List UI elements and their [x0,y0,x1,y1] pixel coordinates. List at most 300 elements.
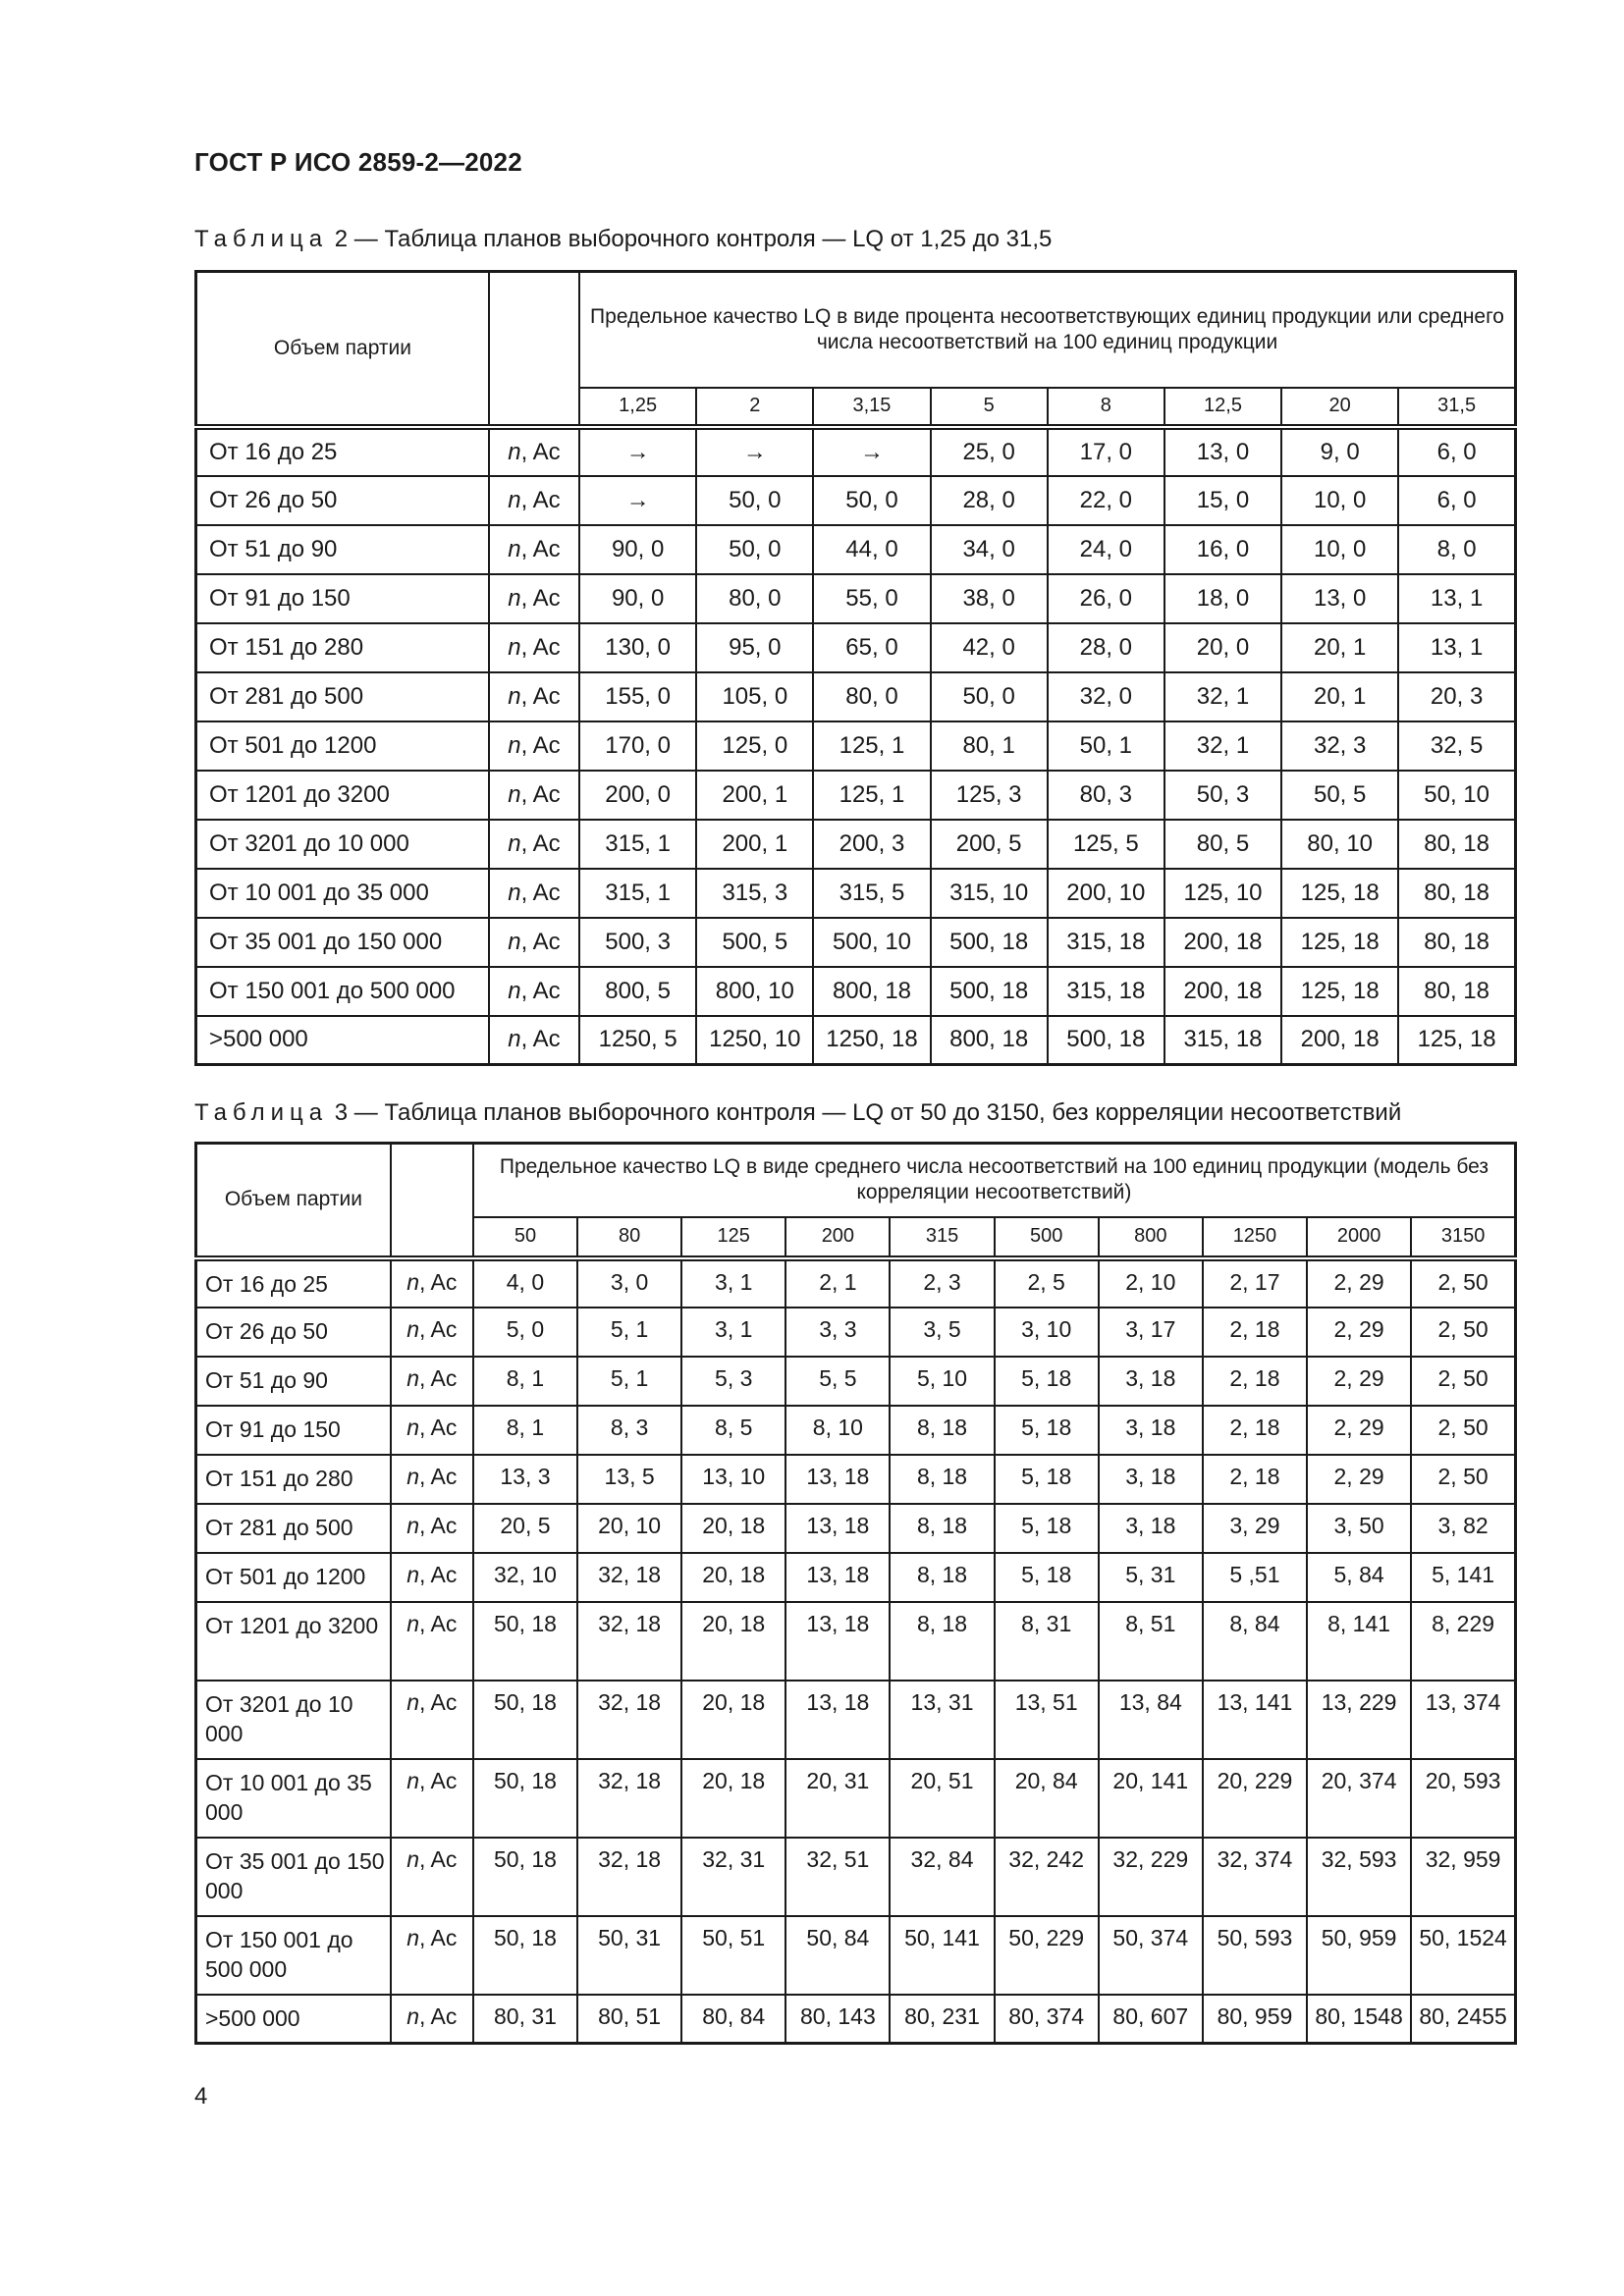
value-cell: 1250, 10 [696,1016,813,1065]
param-cell [489,476,579,525]
value-cell: 50, 374 [1099,1916,1203,1995]
param-n: n [508,1026,521,1053]
lot-size-cell: От 3201 до 10 000 [196,1681,391,1759]
value-cell: 3, 18 [1099,1406,1203,1455]
value-cell: 2, 10 [1099,1258,1203,1308]
lq-column-header: 3150 [1411,1217,1515,1258]
table-row [196,525,1516,574]
value-cell: 8, 0 [1398,525,1515,574]
value-cell: 50, 18 [473,1602,577,1681]
lq-column-header: 800 [1099,1217,1203,1258]
table-row [196,1455,1516,1504]
value-cell: 16, 0 [1164,525,1281,574]
value-cell: 8, 5 [681,1406,785,1455]
value-cell: 6, 0 [1398,427,1515,476]
lot-size-cell: От 151 до 280 [196,1455,391,1504]
value-cell: 500, 18 [1048,1016,1164,1065]
param-ac: , Ac [419,1364,458,1391]
table-row [196,672,1516,721]
value-cell: 20, 18 [681,1681,785,1759]
param-n: n [508,438,521,465]
value-cell: 13, 1 [1398,623,1515,672]
value-cell: 500, 18 [931,967,1048,1016]
value-cell: 13, 10 [681,1455,785,1504]
value-cell: 32, 229 [1099,1838,1203,1916]
value-cell: 13, 18 [785,1602,890,1681]
value-cell: 3, 18 [1099,1455,1203,1504]
value-cell: 20, 229 [1203,1759,1307,1838]
value-cell: 13, 1 [1398,574,1515,623]
value-cell: 32, 242 [995,1838,1099,1916]
param-n: n [508,879,521,906]
table-row [196,1916,1516,1995]
value-cell: 80, 51 [577,1995,681,2044]
value-cell: 24, 0 [1048,525,1164,574]
value-cell: 50, 18 [473,1916,577,1995]
value-cell: 500, 18 [931,918,1048,967]
lot-size-cell: От 26 до 50 [196,1308,391,1357]
value-cell: 80, 18 [1398,918,1515,967]
value-cell: 8, 10 [785,1406,890,1455]
caption-text: 2 — Таблица планов выборочного контроля — LQ от 1,25 до 31,5 [328,226,1053,252]
lq-column-header: 31,5 [1398,388,1515,427]
value-cell: 2, 1 [785,1258,890,1308]
value-cell: 20, 31 [785,1759,890,1838]
value-cell: 80, 374 [995,1995,1099,2044]
value-cell: 80, 18 [1398,820,1515,869]
param-ac: , Ac [419,1688,458,1715]
lot-size-cell: От 51 до 90 [196,525,489,574]
table-row [196,1406,1516,1455]
value-cell: 80, 959 [1203,1995,1307,2044]
value-cell: 80, 0 [696,574,813,623]
value-cell: 32, 18 [577,1553,681,1602]
value-cell: 42, 0 [931,623,1048,672]
param-ac: , Ac [520,780,561,808]
table-row [196,1602,1516,1681]
param-n: n [406,1512,420,1538]
caption-prefix: Таблица [194,226,329,252]
value-cell: 20, 84 [995,1759,1099,1838]
param-ac: , Ac [520,879,561,906]
value-cell: 125, 0 [696,721,813,771]
lot-size-cell: От 150 001 до 500 000 [196,1916,391,1995]
value-cell: 2, 50 [1411,1308,1515,1357]
value-cell: 8, 31 [995,1602,1099,1681]
param-cell [391,1759,473,1838]
value-cell: 13, 374 [1411,1681,1515,1759]
table-row [196,721,1516,771]
value-cell: 32, 374 [1203,1838,1307,1916]
value-cell: 5, 18 [995,1553,1099,1602]
param-n: n [508,977,521,1004]
value-cell: 315, 18 [1048,918,1164,967]
value-cell: 1250, 18 [813,1016,930,1065]
param-cell [391,1553,473,1602]
value-cell: 3, 17 [1099,1308,1203,1357]
param-cell [489,1016,579,1065]
value-cell: 200, 10 [1048,869,1164,918]
value-cell: 32, 1 [1164,721,1281,771]
param-n: n [406,2002,420,2029]
value-cell: 50, 0 [813,476,930,525]
lot-size-cell: От 35 001 до 150 000 [196,918,489,967]
value-cell: 8, 84 [1203,1602,1307,1681]
value-cell: 80, 143 [785,1995,890,2044]
param-ac: , Ac [520,633,561,661]
value-cell: 2, 18 [1203,1357,1307,1406]
param-n: n [406,1463,420,1489]
value-cell: 20, 1 [1281,623,1398,672]
lot-size-cell: От 10 001 до 35 000 [196,1759,391,1838]
lot-size-cell: От 26 до 50 [196,476,489,525]
lq-group-header: Предельное качество LQ в виде среднего числа несоответствий на 100 единиц продукции (модель без корреляции несоответствий) [473,1144,1516,1217]
value-cell: 2, 3 [890,1258,994,1308]
value-cell: 80, 607 [1099,1995,1203,2044]
lot-size-cell: От 16 до 25 [196,427,489,476]
param-n: n [508,731,521,759]
value-cell: 65, 0 [813,623,930,672]
value-cell: 50, 959 [1307,1916,1411,1995]
document-title: ГОСТ Р ИСО 2859-2—2022 [194,147,522,177]
param-cell [391,1455,473,1504]
value-cell: 32, 959 [1411,1838,1515,1916]
value-cell: 90, 0 [579,574,696,623]
lot-size-header: Объем партии [196,1144,391,1258]
header-row [196,1144,1516,1217]
value-cell: 500, 5 [696,918,813,967]
value-cell: 315, 10 [931,869,1048,918]
lot-size-cell: От 151 до 280 [196,623,489,672]
param-cell [489,820,579,869]
value-cell: 13, 18 [785,1504,890,1553]
value-cell: 125, 10 [1164,869,1281,918]
param-cell [391,1602,473,1681]
value-cell: 80, 18 [1398,967,1515,1016]
sampling-plan-table-3 [194,1142,1517,2045]
param-cell [489,918,579,967]
value-cell: 200, 3 [813,820,930,869]
value-cell: 5, 18 [995,1455,1099,1504]
value-cell: 8, 18 [890,1602,994,1681]
param-n: n [406,1924,420,1950]
value-cell: 50, 5 [1281,771,1398,820]
value-cell: 200, 1 [696,771,813,820]
lot-size-cell: >500 000 [196,1995,391,2044]
value-cell: 3, 18 [1099,1357,1203,1406]
value-cell: 2, 29 [1307,1357,1411,1406]
value-cell: 3, 82 [1411,1504,1515,1553]
value-cell: 3, 3 [785,1308,890,1357]
lq-column-header: 20 [1281,388,1398,427]
value-cell: 13, 141 [1203,1681,1307,1759]
value-cell: → [579,476,696,525]
value-cell: → [813,427,930,476]
param-ac: , Ac [520,977,561,1004]
value-cell: 1250, 5 [579,1016,696,1065]
caption-text: 3 — Таблица планов выборочного контроля — LQ от 50 до 3150, без корреляции несоответствий [328,1099,1402,1126]
value-cell: 20, 18 [681,1504,785,1553]
param-cell [391,1258,473,1308]
value-cell: 3, 10 [995,1308,1099,1357]
value-cell: 80, 84 [681,1995,785,2044]
param-n: n [406,1610,420,1636]
value-cell: 315, 18 [1048,967,1164,1016]
value-cell: 2, 29 [1307,1455,1411,1504]
table-row [196,1308,1516,1357]
value-cell: 22, 0 [1048,476,1164,525]
value-cell: 32, 18 [577,1759,681,1838]
table-row [196,1258,1516,1308]
value-cell: 20, 3 [1398,672,1515,721]
value-cell: 155, 0 [579,672,696,721]
value-cell: 2, 50 [1411,1455,1515,1504]
param-ac: , Ac [520,928,561,955]
param-ac: , Ac [419,1268,458,1295]
lq-column-header: 12,5 [1164,388,1281,427]
lq-column-header: 8 [1048,388,1164,427]
param-ac: , Ac [419,2002,458,2029]
param-n: n [508,928,521,955]
value-cell: 2, 50 [1411,1357,1515,1406]
table-row [196,771,1516,820]
table-row [196,869,1516,918]
value-cell: 800, 18 [813,967,930,1016]
value-cell: 25, 0 [931,427,1048,476]
value-cell: 125, 5 [1048,820,1164,869]
param-ac: , Ac [419,1561,458,1587]
value-cell: 20, 18 [681,1759,785,1838]
lot-size-cell: От 51 до 90 [196,1357,391,1406]
lq-column-header: 2 [696,388,813,427]
value-cell: 32, 31 [681,1838,785,1916]
lq-group-header: Предельное качество LQ в виде процента несоответствующих единиц продукции или среднего числа несоответствий на 100 единиц продукции [579,272,1515,388]
sampling-plan-table-2 [194,270,1517,1066]
value-cell: 50, 18 [473,1681,577,1759]
lq-column-header: 1,25 [579,388,696,427]
lq-column-header: 200 [785,1217,890,1258]
value-cell: 5, 1 [577,1308,681,1357]
param-n: n [406,1688,420,1715]
param-ac: , Ac [419,1315,458,1342]
value-cell: 5, 18 [995,1504,1099,1553]
value-cell: 13, 84 [1099,1681,1203,1759]
value-cell: 2, 18 [1203,1455,1307,1504]
param-cell [489,771,579,820]
param-cell [391,1357,473,1406]
value-cell: 5, 10 [890,1357,994,1406]
value-cell: 95, 0 [696,623,813,672]
value-cell: 200, 1 [696,820,813,869]
value-cell: 32, 5 [1398,721,1515,771]
value-cell: 2, 17 [1203,1258,1307,1308]
value-cell: 32, 18 [577,1681,681,1759]
param-n: n [406,1845,420,1872]
value-cell: 500, 3 [579,918,696,967]
param-n: n [406,1364,420,1391]
param-cell [391,1308,473,1357]
param-ac: , Ac [419,1610,458,1636]
value-cell: 80, 31 [473,1995,577,2044]
table-row [196,1504,1516,1553]
value-cell: 2, 50 [1411,1258,1515,1308]
table-row [196,967,1516,1016]
value-cell: 80, 0 [813,672,930,721]
value-cell: 13, 18 [785,1681,890,1759]
value-cell: 125, 18 [1281,869,1398,918]
lot-size-cell: От 501 до 1200 [196,1553,391,1602]
value-cell: 8, 3 [577,1406,681,1455]
value-cell: 34, 0 [931,525,1048,574]
value-cell: 50, 0 [931,672,1048,721]
value-cell: 105, 0 [696,672,813,721]
value-cell: 90, 0 [579,525,696,574]
param-ac: , Ac [520,438,561,465]
value-cell: 50, 18 [473,1838,577,1916]
value-cell: 20, 10 [577,1504,681,1553]
value-cell: 8, 18 [890,1455,994,1504]
value-cell: 13, 5 [577,1455,681,1504]
table-row [196,1838,1516,1916]
param-cell [489,721,579,771]
param-n: n [508,633,521,661]
value-cell: 125, 18 [1281,918,1398,967]
value-cell: 2, 29 [1307,1308,1411,1357]
value-cell: 6, 0 [1398,476,1515,525]
param-cell [391,1406,473,1455]
value-cell: 8, 1 [473,1357,577,1406]
value-cell: 50, 229 [995,1916,1099,1995]
param-n: n [508,486,521,513]
lot-size-cell: От 91 до 150 [196,1406,391,1455]
value-cell: 80, 10 [1281,820,1398,869]
param-n: n [508,780,521,808]
lot-size-cell: От 3201 до 10 000 [196,820,489,869]
param-n: n [406,1414,420,1440]
table-row [196,574,1516,623]
value-cell: 2, 18 [1203,1406,1307,1455]
value-cell: 2, 29 [1307,1258,1411,1308]
param-ac: , Ac [419,1414,458,1440]
value-cell: 44, 0 [813,525,930,574]
value-cell: 200, 18 [1164,967,1281,1016]
value-cell: → [579,427,696,476]
param-cell [489,623,579,672]
value-cell: 20, 0 [1164,623,1281,672]
value-cell: 125, 3 [931,771,1048,820]
param-ac: , Ac [419,1767,458,1793]
header-row [196,272,1516,388]
param-ac: , Ac [419,1512,458,1538]
lot-size-cell: От 91 до 150 [196,574,489,623]
value-cell: 8, 18 [890,1553,994,1602]
value-cell: 13, 18 [785,1455,890,1504]
param-n: n [406,1561,420,1587]
value-cell: 80, 1 [931,721,1048,771]
value-cell: 28, 0 [931,476,1048,525]
value-cell: 20, 18 [681,1602,785,1681]
table2-caption [194,226,1052,253]
value-cell: 2, 5 [995,1258,1099,1308]
value-cell: 32, 3 [1281,721,1398,771]
lot-size-cell: От 150 001 до 500 000 [196,967,489,1016]
value-cell: 50, 31 [577,1916,681,1995]
param-ac: , Ac [520,682,561,710]
value-cell: 8, 141 [1307,1602,1411,1681]
param-ac: , Ac [520,829,561,857]
table3-caption [194,1099,1401,1127]
lot-size-cell: От 16 до 25 [196,1258,391,1308]
value-cell: 5, 1 [577,1357,681,1406]
value-cell: 500, 10 [813,918,930,967]
value-cell: 50, 0 [696,476,813,525]
value-cell: 32, 1 [1164,672,1281,721]
value-cell: 5, 18 [995,1357,1099,1406]
lot-size-cell: От 10 001 до 35 000 [196,869,489,918]
lq-column-header: 5 [931,388,1048,427]
value-cell: 8, 18 [890,1406,994,1455]
value-cell: 200, 18 [1281,1016,1398,1065]
param-ac: , Ac [419,1463,458,1489]
lq-column-header: 2000 [1307,1217,1411,1258]
param-cell [489,672,579,721]
value-cell: 50, 84 [785,1916,890,1995]
param-cell [489,427,579,476]
value-cell: 200, 18 [1164,918,1281,967]
lq-column-header: 3,15 [813,388,930,427]
value-cell: 315, 18 [1164,1016,1281,1065]
value-cell: 2, 50 [1411,1406,1515,1455]
value-cell: 13, 229 [1307,1681,1411,1759]
value-cell: 50, 141 [890,1916,994,1995]
value-cell: 50, 3 [1164,771,1281,820]
value-cell: 80, 2455 [1411,1995,1515,2044]
value-cell: 20, 141 [1099,1759,1203,1838]
value-cell: 13, 51 [995,1681,1099,1759]
value-cell: 3, 50 [1307,1504,1411,1553]
param-n: n [406,1767,420,1793]
value-cell: 10, 0 [1281,476,1398,525]
lot-size-cell: От 501 до 1200 [196,721,489,771]
lot-size-cell: >500 000 [196,1016,489,1065]
lot-size-cell: От 1201 до 3200 [196,771,489,820]
param-ac: , Ac [419,1845,458,1872]
table-row [196,820,1516,869]
value-cell: 200, 0 [579,771,696,820]
value-cell: 125, 1 [813,721,930,771]
table-row [196,1016,1516,1065]
value-cell: 13, 18 [785,1553,890,1602]
value-cell: 3, 1 [681,1308,785,1357]
param-cell [489,967,579,1016]
value-cell: 3, 1 [681,1258,785,1308]
param-header-empty [489,272,579,427]
value-cell: 20, 5 [473,1504,577,1553]
lot-size-header: Объем партии [196,272,489,427]
value-cell: 5, 18 [995,1406,1099,1455]
param-n: n [406,1315,420,1342]
value-cell: 32, 18 [577,1838,681,1916]
value-cell: 50, 10 [1398,771,1515,820]
value-cell: 13, 31 [890,1681,994,1759]
value-cell: 315, 3 [696,869,813,918]
lot-size-cell: От 281 до 500 [196,1504,391,1553]
value-cell: 3, 18 [1099,1504,1203,1553]
lq-column-header: 315 [890,1217,994,1258]
value-cell: 50, 1 [1048,721,1164,771]
value-cell: 800, 5 [579,967,696,1016]
value-cell: 3, 0 [577,1258,681,1308]
